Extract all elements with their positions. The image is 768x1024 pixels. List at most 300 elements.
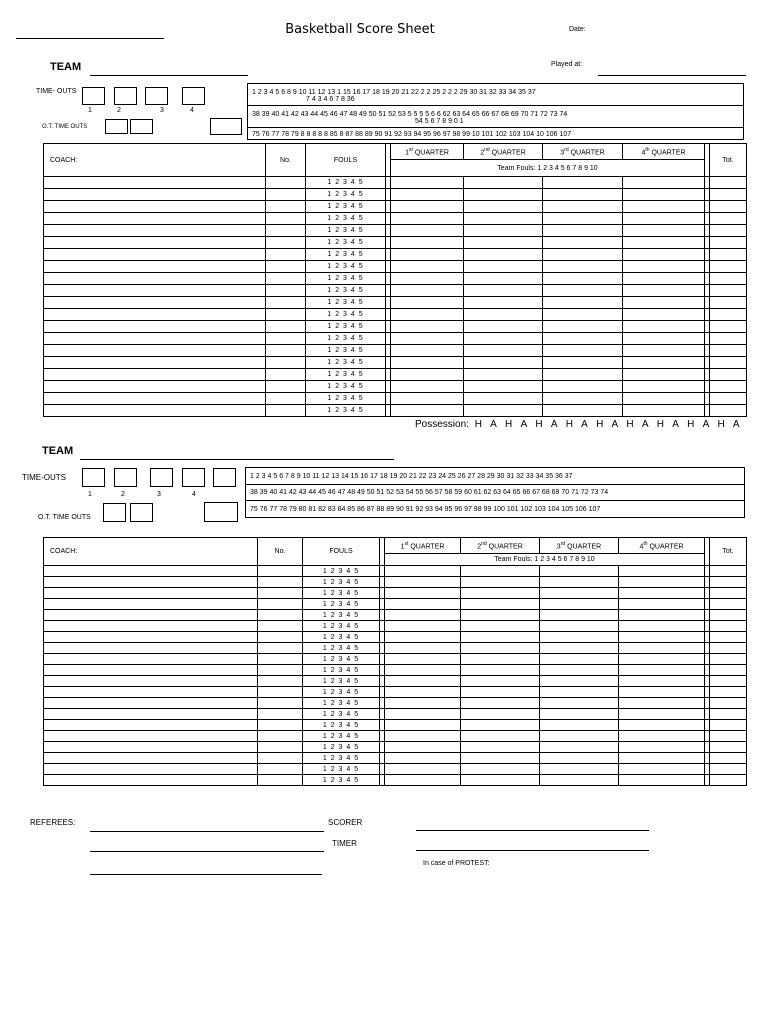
q2-cell[interactable] xyxy=(464,321,543,333)
player-fouls-cell[interactable]: 1 2 3 4 5 xyxy=(303,742,380,753)
q3-cell[interactable] xyxy=(540,687,619,698)
q1-cell[interactable] xyxy=(391,237,464,249)
q2-cell[interactable] xyxy=(464,189,543,201)
total-cell[interactable] xyxy=(710,309,747,321)
player-name-cell[interactable] xyxy=(44,225,266,237)
player-fouls-cell[interactable]: 1 2 3 4 5 xyxy=(306,273,386,285)
player-name-cell[interactable] xyxy=(44,237,266,249)
q3-cell[interactable] xyxy=(540,753,619,764)
player-fouls-cell[interactable]: 1 2 3 4 5 xyxy=(306,381,386,393)
q1-cell[interactable] xyxy=(385,709,461,720)
total-cell[interactable] xyxy=(710,261,747,273)
player-name-cell[interactable] xyxy=(44,189,266,201)
possession-marks[interactable]: H A H A H A H A H A H A H A H A H A xyxy=(474,419,743,430)
q1-cell[interactable] xyxy=(391,261,464,273)
player-number-cell[interactable] xyxy=(258,577,303,588)
player-number-cell[interactable] xyxy=(258,720,303,731)
player-number-cell[interactable] xyxy=(266,177,306,189)
player-name-cell[interactable] xyxy=(44,177,266,189)
timeout-box-1-4[interactable] xyxy=(182,87,205,105)
total-cell[interactable] xyxy=(710,665,747,676)
player-name-cell[interactable] xyxy=(44,201,266,213)
q2-cell[interactable] xyxy=(464,237,543,249)
total-cell[interactable] xyxy=(710,405,747,417)
q1-cell[interactable] xyxy=(391,333,464,345)
player-fouls-cell[interactable]: 1 2 3 4 5 xyxy=(303,698,380,709)
player-number-cell[interactable] xyxy=(266,381,306,393)
player-name-cell[interactable] xyxy=(44,297,266,309)
q2-cell[interactable] xyxy=(464,381,543,393)
player-name-cell[interactable] xyxy=(44,599,258,610)
player-number-cell[interactable] xyxy=(258,610,303,621)
player-fouls-cell[interactable]: 1 2 3 4 5 xyxy=(303,753,380,764)
q1-cell[interactable] xyxy=(391,285,464,297)
q2-cell[interactable] xyxy=(461,588,540,599)
player-number-cell[interactable] xyxy=(258,687,303,698)
player-fouls-cell[interactable]: 1 2 3 4 5 xyxy=(303,566,380,577)
player-fouls-cell[interactable]: 1 2 3 4 5 xyxy=(306,333,386,345)
timeout-box-1-3[interactable] xyxy=(145,87,168,105)
player-name-cell[interactable] xyxy=(44,405,266,417)
player-number-cell[interactable] xyxy=(266,393,306,405)
q3-cell[interactable] xyxy=(540,566,619,577)
player-name-cell[interactable] xyxy=(44,393,266,405)
total-cell[interactable] xyxy=(710,632,747,643)
q2-cell[interactable] xyxy=(461,709,540,720)
ot-timeout-box-1-2[interactable] xyxy=(130,119,153,134)
q4-cell[interactable] xyxy=(619,610,705,621)
q2-cell[interactable] xyxy=(461,775,540,786)
q3-cell[interactable] xyxy=(543,345,623,357)
q2-cell[interactable] xyxy=(461,566,540,577)
ot-timeout-box-2-2[interactable] xyxy=(130,503,153,522)
q4-cell[interactable] xyxy=(623,213,705,225)
player-number-cell[interactable] xyxy=(258,742,303,753)
timer-line[interactable] xyxy=(416,850,649,851)
q3-cell[interactable] xyxy=(540,621,619,632)
total-cell[interactable] xyxy=(710,687,747,698)
q3-cell[interactable] xyxy=(540,764,619,775)
q4-cell[interactable] xyxy=(619,775,705,786)
q2-cell[interactable] xyxy=(464,249,543,261)
q1-cell[interactable] xyxy=(385,566,461,577)
q3-cell[interactable] xyxy=(540,775,619,786)
q4-cell[interactable] xyxy=(619,643,705,654)
player-name-cell[interactable] xyxy=(44,610,258,621)
q4-cell[interactable] xyxy=(619,577,705,588)
ot-timeout-box-1-3[interactable] xyxy=(210,118,242,135)
q3-cell[interactable] xyxy=(543,393,623,405)
q4-cell[interactable] xyxy=(623,201,705,213)
player-number-cell[interactable] xyxy=(258,632,303,643)
total-cell[interactable] xyxy=(710,201,747,213)
total-cell[interactable] xyxy=(710,249,747,261)
q4-cell[interactable] xyxy=(623,261,705,273)
player-name-cell[interactable] xyxy=(44,753,258,764)
total-cell[interactable] xyxy=(710,566,747,577)
total-cell[interactable] xyxy=(710,369,747,381)
player-name-cell[interactable] xyxy=(44,321,266,333)
player-number-cell[interactable] xyxy=(266,261,306,273)
q4-cell[interactable] xyxy=(623,345,705,357)
player-name-cell[interactable] xyxy=(44,357,266,369)
q3-cell[interactable] xyxy=(543,261,623,273)
player-number-cell[interactable] xyxy=(258,709,303,720)
q3-cell[interactable] xyxy=(540,588,619,599)
player-fouls-cell[interactable]: 1 2 3 4 5 xyxy=(303,577,380,588)
q1-cell[interactable] xyxy=(391,201,464,213)
q2-cell[interactable] xyxy=(461,676,540,687)
player-name-cell[interactable] xyxy=(44,345,266,357)
q1-cell[interactable] xyxy=(385,577,461,588)
q2-cell[interactable] xyxy=(464,225,543,237)
q2-cell[interactable] xyxy=(464,345,543,357)
player-fouls-cell[interactable]: 1 2 3 4 5 xyxy=(303,588,380,599)
timeout-box-2-4[interactable] xyxy=(182,468,205,487)
referee-line-3[interactable] xyxy=(90,874,322,875)
total-cell[interactable] xyxy=(710,273,747,285)
q3-cell[interactable] xyxy=(540,665,619,676)
player-name-cell[interactable] xyxy=(44,676,258,687)
player-name-cell[interactable] xyxy=(44,588,258,599)
q4-cell[interactable] xyxy=(623,273,705,285)
q1-cell[interactable] xyxy=(385,654,461,665)
player-name-cell[interactable] xyxy=(44,720,258,731)
q1-cell[interactable] xyxy=(391,357,464,369)
q2-cell[interactable] xyxy=(461,654,540,665)
q3-cell[interactable] xyxy=(543,177,623,189)
q4-cell[interactable] xyxy=(623,177,705,189)
player-fouls-cell[interactable]: 1 2 3 4 5 xyxy=(306,249,386,261)
q4-cell[interactable] xyxy=(623,381,705,393)
player-name-cell[interactable] xyxy=(44,621,258,632)
q1-cell[interactable] xyxy=(391,189,464,201)
player-fouls-cell[interactable]: 1 2 3 4 5 xyxy=(303,621,380,632)
player-number-cell[interactable] xyxy=(258,775,303,786)
q4-cell[interactable] xyxy=(619,665,705,676)
q1-cell[interactable] xyxy=(385,753,461,764)
q1-cell[interactable] xyxy=(391,225,464,237)
q3-cell[interactable] xyxy=(540,676,619,687)
player-fouls-cell[interactable]: 1 2 3 4 5 xyxy=(306,261,386,273)
total-cell[interactable] xyxy=(710,189,747,201)
player-number-cell[interactable] xyxy=(266,297,306,309)
player-number-cell[interactable] xyxy=(258,654,303,665)
q1-cell[interactable] xyxy=(391,177,464,189)
q3-cell[interactable] xyxy=(543,333,623,345)
total-cell[interactable] xyxy=(710,393,747,405)
player-number-cell[interactable] xyxy=(266,357,306,369)
q2-cell[interactable] xyxy=(461,753,540,764)
q3-cell[interactable] xyxy=(540,599,619,610)
player-number-cell[interactable] xyxy=(266,273,306,285)
q1-cell[interactable] xyxy=(385,687,461,698)
q4-cell[interactable] xyxy=(623,189,705,201)
player-number-cell[interactable] xyxy=(266,345,306,357)
total-cell[interactable] xyxy=(710,213,747,225)
q3-cell[interactable] xyxy=(543,297,623,309)
q1-cell[interactable] xyxy=(385,610,461,621)
player-number-cell[interactable] xyxy=(258,643,303,654)
q2-cell[interactable] xyxy=(464,393,543,405)
q1-cell[interactable] xyxy=(391,249,464,261)
total-cell[interactable] xyxy=(710,731,747,742)
player-number-cell[interactable] xyxy=(258,764,303,775)
q2-cell[interactable] xyxy=(464,273,543,285)
q2-cell[interactable] xyxy=(464,213,543,225)
player-name-cell[interactable] xyxy=(44,764,258,775)
q1-cell[interactable] xyxy=(385,720,461,731)
player-number-cell[interactable] xyxy=(258,621,303,632)
q2-cell[interactable] xyxy=(461,720,540,731)
player-fouls-cell[interactable]: 1 2 3 4 5 xyxy=(303,654,380,665)
q1-cell[interactable] xyxy=(385,676,461,687)
q4-cell[interactable] xyxy=(623,225,705,237)
player-number-cell[interactable] xyxy=(258,753,303,764)
q1-cell[interactable] xyxy=(385,764,461,775)
player-name-cell[interactable] xyxy=(44,687,258,698)
q2-cell[interactable] xyxy=(464,201,543,213)
player-fouls-cell[interactable]: 1 2 3 4 5 xyxy=(306,285,386,297)
q4-cell[interactable] xyxy=(619,632,705,643)
q3-cell[interactable] xyxy=(543,189,623,201)
q1-cell[interactable] xyxy=(385,599,461,610)
total-cell[interactable] xyxy=(710,177,747,189)
q1-cell[interactable] xyxy=(391,369,464,381)
referee-line-1[interactable] xyxy=(90,831,324,832)
q1-cell[interactable] xyxy=(385,665,461,676)
q1-cell[interactable] xyxy=(391,393,464,405)
q4-cell[interactable] xyxy=(623,321,705,333)
q3-cell[interactable] xyxy=(543,213,623,225)
q4-cell[interactable] xyxy=(623,333,705,345)
q4-cell[interactable] xyxy=(623,405,705,417)
q4-cell[interactable] xyxy=(619,566,705,577)
timeout-box-2-1[interactable] xyxy=(82,468,105,487)
player-name-cell[interactable] xyxy=(44,709,258,720)
player-fouls-cell[interactable]: 1 2 3 4 5 xyxy=(306,345,386,357)
q3-cell[interactable] xyxy=(543,381,623,393)
team-name-line-2[interactable] xyxy=(80,459,394,460)
q2-cell[interactable] xyxy=(461,665,540,676)
q2-cell[interactable] xyxy=(461,764,540,775)
q4-cell[interactable] xyxy=(619,742,705,753)
player-fouls-cell[interactable]: 1 2 3 4 5 xyxy=(306,237,386,249)
q2-cell[interactable] xyxy=(461,610,540,621)
total-cell[interactable] xyxy=(710,676,747,687)
total-cell[interactable] xyxy=(710,333,747,345)
player-number-cell[interactable] xyxy=(258,566,303,577)
player-number-cell[interactable] xyxy=(266,189,306,201)
q2-cell[interactable] xyxy=(461,687,540,698)
q1-cell[interactable] xyxy=(391,297,464,309)
referee-line-2[interactable] xyxy=(90,851,324,852)
q2-cell[interactable] xyxy=(461,632,540,643)
player-name-cell[interactable] xyxy=(44,285,266,297)
player-number-cell[interactable] xyxy=(258,676,303,687)
player-fouls-cell[interactable]: 1 2 3 4 5 xyxy=(306,297,386,309)
player-name-cell[interactable] xyxy=(44,775,258,786)
total-cell[interactable] xyxy=(710,654,747,665)
q2-cell[interactable] xyxy=(461,742,540,753)
q4-cell[interactable] xyxy=(623,357,705,369)
q1-cell[interactable] xyxy=(391,345,464,357)
q4-cell[interactable] xyxy=(619,764,705,775)
player-number-cell[interactable] xyxy=(266,237,306,249)
q3-cell[interactable] xyxy=(543,249,623,261)
q1-cell[interactable] xyxy=(385,775,461,786)
ot-timeout-box-1-1[interactable] xyxy=(105,119,128,134)
player-fouls-cell[interactable]: 1 2 3 4 5 xyxy=(303,775,380,786)
ot-timeout-box-2-1[interactable] xyxy=(103,503,126,522)
q1-cell[interactable] xyxy=(385,621,461,632)
total-cell[interactable] xyxy=(710,225,747,237)
player-name-cell[interactable] xyxy=(44,698,258,709)
total-cell[interactable] xyxy=(710,621,747,632)
total-cell[interactable] xyxy=(710,577,747,588)
q2-cell[interactable] xyxy=(461,599,540,610)
q2-cell[interactable] xyxy=(464,309,543,321)
player-name-cell[interactable] xyxy=(44,577,258,588)
q1-cell[interactable] xyxy=(391,309,464,321)
player-name-cell[interactable] xyxy=(44,309,266,321)
total-cell[interactable] xyxy=(710,610,747,621)
q1-cell[interactable] xyxy=(385,643,461,654)
timeout-box-2-5[interactable] xyxy=(213,468,236,487)
q4-cell[interactable] xyxy=(623,297,705,309)
total-cell[interactable] xyxy=(710,709,747,720)
timeout-box-1-1[interactable] xyxy=(82,87,105,105)
q2-cell[interactable] xyxy=(464,297,543,309)
total-cell[interactable] xyxy=(710,775,747,786)
q1-cell[interactable] xyxy=(391,321,464,333)
q2-cell[interactable] xyxy=(464,369,543,381)
q3-cell[interactable] xyxy=(543,225,623,237)
player-name-cell[interactable] xyxy=(44,665,258,676)
q3-cell[interactable] xyxy=(540,654,619,665)
q4-cell[interactable] xyxy=(619,676,705,687)
total-cell[interactable] xyxy=(710,753,747,764)
player-fouls-cell[interactable]: 1 2 3 4 5 xyxy=(303,687,380,698)
q1-cell[interactable] xyxy=(391,405,464,417)
q1-cell[interactable] xyxy=(391,381,464,393)
total-cell[interactable] xyxy=(710,285,747,297)
player-fouls-cell[interactable]: 1 2 3 4 5 xyxy=(306,225,386,237)
timeout-box-2-2[interactable] xyxy=(114,468,137,487)
player-number-cell[interactable] xyxy=(266,225,306,237)
total-cell[interactable] xyxy=(710,599,747,610)
timeout-box-2-3[interactable] xyxy=(150,468,173,487)
player-number-cell[interactable] xyxy=(258,588,303,599)
player-fouls-cell[interactable]: 1 2 3 4 5 xyxy=(306,369,386,381)
player-name-cell[interactable] xyxy=(44,643,258,654)
q4-cell[interactable] xyxy=(619,709,705,720)
total-cell[interactable] xyxy=(710,643,747,654)
player-name-cell[interactable] xyxy=(44,742,258,753)
player-number-cell[interactable] xyxy=(258,599,303,610)
q3-cell[interactable] xyxy=(540,742,619,753)
running-score-box-2[interactable] xyxy=(245,467,745,518)
q2-cell[interactable] xyxy=(461,621,540,632)
q1-cell[interactable] xyxy=(385,742,461,753)
player-number-cell[interactable] xyxy=(258,731,303,742)
q4-cell[interactable] xyxy=(623,309,705,321)
player-fouls-cell[interactable]: 1 2 3 4 5 xyxy=(303,709,380,720)
player-fouls-cell[interactable]: 1 2 3 4 5 xyxy=(303,599,380,610)
player-fouls-cell[interactable]: 1 2 3 4 5 xyxy=(303,665,380,676)
q3-cell[interactable] xyxy=(543,309,623,321)
q3-cell[interactable] xyxy=(543,405,623,417)
player-number-cell[interactable] xyxy=(266,333,306,345)
total-cell[interactable] xyxy=(710,321,747,333)
q2-cell[interactable] xyxy=(461,731,540,742)
player-number-cell[interactable] xyxy=(258,698,303,709)
q2-cell[interactable] xyxy=(464,405,543,417)
q3-cell[interactable] xyxy=(543,201,623,213)
q1-cell[interactable] xyxy=(385,588,461,599)
q3-cell[interactable] xyxy=(540,643,619,654)
q3-cell[interactable] xyxy=(543,237,623,249)
q2-cell[interactable] xyxy=(464,177,543,189)
q3-cell[interactable] xyxy=(540,709,619,720)
player-number-cell[interactable] xyxy=(258,665,303,676)
q3-cell[interactable] xyxy=(540,720,619,731)
q2-cell[interactable] xyxy=(464,261,543,273)
q3-cell[interactable] xyxy=(540,731,619,742)
q3-cell[interactable] xyxy=(540,577,619,588)
total-cell[interactable] xyxy=(710,381,747,393)
scorer-line[interactable] xyxy=(416,830,649,831)
player-fouls-cell[interactable]: 1 2 3 4 5 xyxy=(306,309,386,321)
q4-cell[interactable] xyxy=(619,599,705,610)
q2-cell[interactable] xyxy=(461,577,540,588)
q1-cell[interactable] xyxy=(385,632,461,643)
total-cell[interactable] xyxy=(710,237,747,249)
total-cell[interactable] xyxy=(710,357,747,369)
total-cell[interactable] xyxy=(710,764,747,775)
player-name-cell[interactable] xyxy=(44,213,266,225)
player-fouls-cell[interactable]: 1 2 3 4 5 xyxy=(303,720,380,731)
q2-cell[interactable] xyxy=(461,643,540,654)
q3-cell[interactable] xyxy=(540,632,619,643)
q2-cell[interactable] xyxy=(464,333,543,345)
player-name-cell[interactable] xyxy=(44,249,266,261)
player-fouls-cell[interactable]: 1 2 3 4 5 xyxy=(303,643,380,654)
total-cell[interactable] xyxy=(710,720,747,731)
player-fouls-cell[interactable]: 1 2 3 4 5 xyxy=(303,676,380,687)
q3-cell[interactable] xyxy=(543,357,623,369)
q4-cell[interactable] xyxy=(623,237,705,249)
player-name-cell[interactable] xyxy=(44,731,258,742)
q2-cell[interactable] xyxy=(464,285,543,297)
player-fouls-cell[interactable]: 1 2 3 4 5 xyxy=(306,201,386,213)
player-fouls-cell[interactable]: 1 2 3 4 5 xyxy=(303,731,380,742)
played-at-line[interactable] xyxy=(598,75,746,76)
player-name-cell[interactable] xyxy=(44,381,266,393)
q4-cell[interactable] xyxy=(623,285,705,297)
q4-cell[interactable] xyxy=(619,731,705,742)
player-number-cell[interactable] xyxy=(266,201,306,213)
player-fouls-cell[interactable]: 1 2 3 4 5 xyxy=(306,321,386,333)
total-cell[interactable] xyxy=(710,742,747,753)
total-cell[interactable] xyxy=(710,297,747,309)
player-fouls-cell[interactable]: 1 2 3 4 5 xyxy=(303,632,380,643)
player-number-cell[interactable] xyxy=(266,369,306,381)
total-cell[interactable] xyxy=(710,698,747,709)
q3-cell[interactable] xyxy=(540,698,619,709)
q4-cell[interactable] xyxy=(619,621,705,632)
player-fouls-cell[interactable]: 1 2 3 4 5 xyxy=(306,177,386,189)
